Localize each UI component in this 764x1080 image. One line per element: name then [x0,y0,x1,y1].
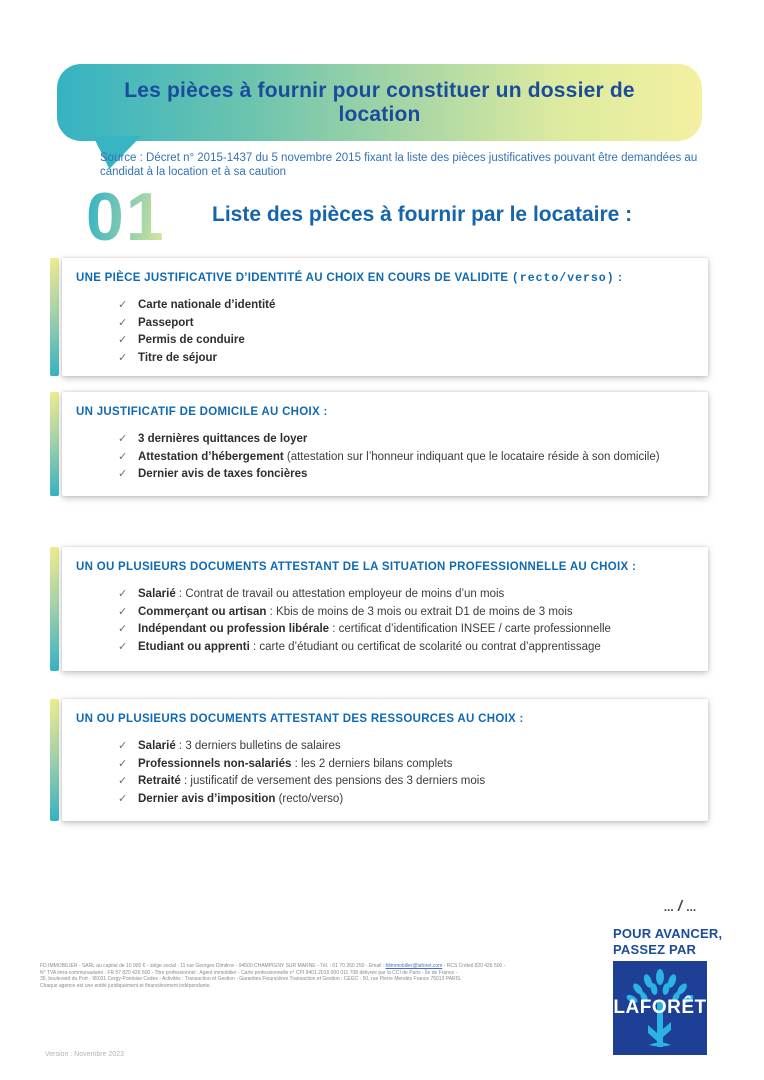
section-number: 01 [86,179,166,255]
card-identity [62,258,708,376]
item-detail: : Contrat de travail ou attestation employeur de moins d’un mois [175,588,505,600]
card-accent-bar [50,392,59,496]
check-icon: ✓ [118,775,128,787]
check-icon: ✓ [118,433,128,445]
item-label: Permis de conduire [138,334,245,346]
check-icon: ✓ [118,792,128,805]
item-label: Carte nationale d’identité [138,299,276,311]
page-indicator-right: ... [686,900,697,914]
page-title: Les pièces à fournir pour constituer un dossier de location [124,78,635,126]
check-icon: ✓ [118,640,128,653]
item-detail: : les 2 derniers bilans complets [291,757,453,770]
card-header-text: UNE PIÈCE JUSTIFICATIVE D’IDENTITÉ AU CHOIX EN COURS DE VALIDITE [76,272,512,284]
section-title: Liste des pièces à fournir par le locataire : [212,203,633,226]
logo-wordmark: LAFORÊT [613,997,707,1018]
check-icon: ✓ [118,299,128,311]
list-item [118,738,692,756]
card-situation-header [76,561,692,574]
list-item [118,297,692,315]
item-label: Passeport [138,316,194,329]
card-header-text: UN JUSTIFICATIF DE DOMICILE AU CHOIX : [76,406,328,418]
check-icon: ✓ [118,351,128,364]
legal-line-2: N° TVA intra-communautaire : FR 57 820 426 500 - Titre professionnel : Agent immobilier - Carte professionnelle n° CPI 9401 2016 000 011 708 délivrée par la CCI de Paris - Île de France - [40,969,458,976]
legal-line-1 [40,963,580,970]
email-link[interactable]: fdimmobilier@laforet.com [385,963,443,969]
item-label: Dernier avis de taxes foncières [138,468,308,480]
legal-line-3: 35, boulevard du Port - 95031 Cergy-Pontoise Cedex - Activités : Transaction et Gestion - Garanties Financières Transaction et Gestion : CEGC - 50, rue Pierre Mendès France 75013 PARIS. [40,976,462,983]
check-icon: ✓ [118,468,128,480]
card-header-mono: (recto/verso) [511,272,615,285]
check-icon: ✓ [118,757,128,770]
item-label: Indépendant ou profession libérale [138,623,330,635]
list-item [118,586,692,604]
card-ressources [62,699,708,821]
card-domicile-header [76,406,692,419]
check-icon: ✓ [118,316,128,329]
item-label: Titre de séjour [138,351,218,364]
item-label: Dernier avis d’imposition [138,792,276,805]
laforet-logo [613,961,707,1055]
item-detail: (recto/verso) [275,792,344,805]
item-label: Salarié [138,740,176,752]
brand-tagline [613,926,722,958]
item-detail: : Kbis de moins de 3 mois ou extrait D1 de moins de 3 mois [266,605,573,618]
item-detail: : justificatif de versement des pensions des 3 derniers mois [180,775,486,787]
card-header-text: UN OU PLUSIEURS DOCUMENTS ATTESTANT DE LA SITUATION PROFESSIONNELLE AU CHOIX : [76,561,637,573]
item-detail: : certificat d’identification INSEE / carte professionnelle [329,623,611,635]
card-identity-header [76,272,692,285]
check-icon: ✓ [118,334,128,346]
item-label: Salarié [138,588,176,600]
card-ressources-header [76,713,692,726]
laforet-logo-image [613,961,707,1055]
page-indicator-left: ... [663,900,674,914]
page-indicator [640,898,720,915]
item-detail: : 3 derniers bulletins de salaires [175,740,341,752]
legal-line-4: Chaque agence est une entité juridiquement et financièrement indépendante. [40,982,211,989]
legal-line1-text: FD IMMOBILIER - SARL au capital de 10 000 € - siège social : 11 rue Georges Dimitrov - 94500 CHAMPIGNY SUR MARNE - Tél. : 01 70 260 250 - Email : [40,963,386,969]
legal-text [40,963,580,989]
check-icon: ✓ [118,623,128,635]
list-item [118,791,692,809]
version-label: Version : Novembre 2023 [45,1051,124,1058]
card-domicile [62,392,708,496]
check-icon: ✓ [118,740,128,752]
item-label: Professionnels non-salariés [138,757,292,770]
card-accent-bar [50,258,59,376]
list-item [118,466,692,484]
item-label: Attestation d’hébergement [138,450,284,463]
item-detail: : carte d’étudiant ou certificat de scolarité ou contrat d’apprentissage [249,640,601,653]
tagline-line2: PASSEZ PAR [613,942,697,957]
card-header-text: UN OU PLUSIEURS DOCUMENTS ATTESTANT DES RESSOURCES AU CHOIX : [76,713,524,725]
list-item [118,332,692,350]
source-note: Source : Décret n° 2015-1437 du 5 novembre 2015 fixant la liste des pièces justificatives pouvant être demandées au candidat à la location et à sa caution [100,152,698,178]
item-label: 3 dernières quittances de loyer [138,433,308,445]
item-detail: (attestation sur l’honneur indiquant que le locataire réside à son domicile) [283,450,660,463]
list-item [118,604,692,622]
list-item [118,315,692,333]
card-header-suffix: : [614,272,623,284]
item-label: Retraité [138,775,181,787]
list-item [118,639,692,657]
item-label: Commerçant ou artisan [138,605,267,618]
list-item [118,621,692,639]
page-indicator-slash: / [673,898,687,915]
tagline-line1: POUR AVANCER, [613,926,723,941]
item-label: Etudiant ou apprenti [138,640,250,653]
check-icon: ✓ [118,605,128,618]
list-item [118,431,692,449]
list-item [118,350,692,368]
check-icon: ✓ [118,588,128,600]
list-item [118,449,692,467]
card-accent-bar [50,699,59,821]
card-situation-professionnelle [62,547,708,671]
list-item [118,773,692,791]
legal-line1-post: - RCS Créteil 820 426 500 - [442,963,506,969]
card-accent-bar [50,547,59,671]
title-banner [57,64,702,141]
list-item [118,756,692,774]
check-icon: ✓ [118,450,128,463]
